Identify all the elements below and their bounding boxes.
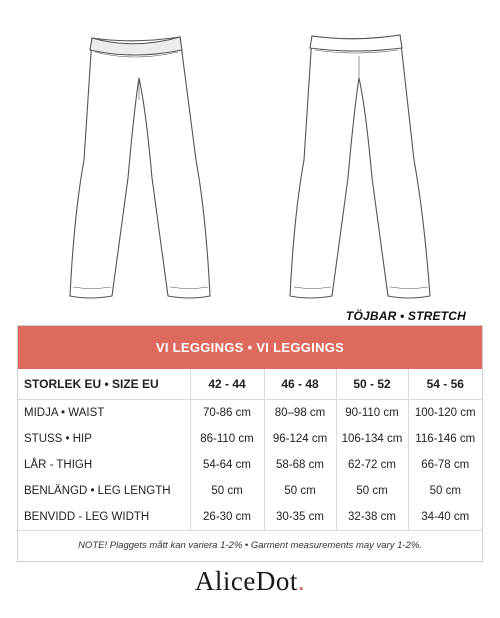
table-cell: 50 cm — [190, 478, 264, 504]
row-label: MIDJA • WAIST — [18, 400, 190, 427]
stretch-label: TÖJBAR • STRETCH — [345, 309, 466, 323]
row-label: STUSS • HIP — [18, 426, 190, 452]
back-view — [290, 35, 430, 298]
logo-dot: . — [297, 566, 306, 596]
table-row — [18, 504, 482, 530]
row-label: LÅR - THIGH — [18, 452, 190, 478]
table-row — [18, 426, 482, 452]
table-cell: 26-30 cm — [190, 504, 264, 530]
table-cell: 58-68 cm — [264, 452, 336, 478]
size-table — [18, 369, 482, 530]
table-row — [18, 452, 482, 478]
size-chart — [17, 325, 483, 562]
table-cell: 86-110 cm — [190, 426, 264, 452]
table-cell: 96-124 cm — [264, 426, 336, 452]
table-cell: 54-64 cm — [190, 452, 264, 478]
table-cell: 50 cm — [336, 478, 408, 504]
brand-logo — [0, 566, 500, 597]
table-cell: 50 cm — [429, 485, 461, 497]
table-cell: 70-86 cm — [190, 400, 264, 427]
table-cell: 80–98 cm — [264, 400, 336, 427]
row-label: BENVIDD - LEG WIDTH — [18, 504, 190, 530]
size-header-cell: 46 - 48 — [264, 369, 336, 400]
table-cell: 116-146 cm — [415, 433, 476, 445]
table-cell: 62-72 cm — [336, 452, 408, 478]
table-cell: 50 cm — [264, 478, 336, 504]
size-header-label: STORLEK EU • SIZE EU — [18, 369, 190, 400]
table-cell: 66-78 cm — [421, 459, 470, 471]
table-row — [18, 478, 482, 504]
size-header-cell: 54 - 56 — [408, 369, 482, 400]
table-cell: 30-35 cm — [264, 504, 336, 530]
table-row — [18, 400, 482, 427]
front-view — [70, 37, 210, 298]
table-cell: 106-134 cm — [336, 426, 408, 452]
table-cell: 90-110 cm — [336, 400, 408, 427]
size-chart-title: VI LEGGINGS • VI LEGGINGS — [18, 326, 482, 369]
table-cell: 32-38 cm — [336, 504, 408, 530]
size-header-row — [18, 369, 482, 400]
logo-text: AliceDot — [194, 566, 298, 596]
table-cell: 34-40 cm — [421, 511, 470, 523]
size-header-cell: 42 - 44 — [190, 369, 264, 400]
size-header-cell: 50 - 52 — [336, 369, 408, 400]
measurement-note: NOTE! Plaggets mått kan variera 1-2% • Garment measurements may vary 1-2%. — [18, 530, 482, 561]
table-cell: 100-120 cm — [414, 407, 476, 419]
row-label: BENLÄNGD • LEG LENGTH — [18, 478, 190, 504]
